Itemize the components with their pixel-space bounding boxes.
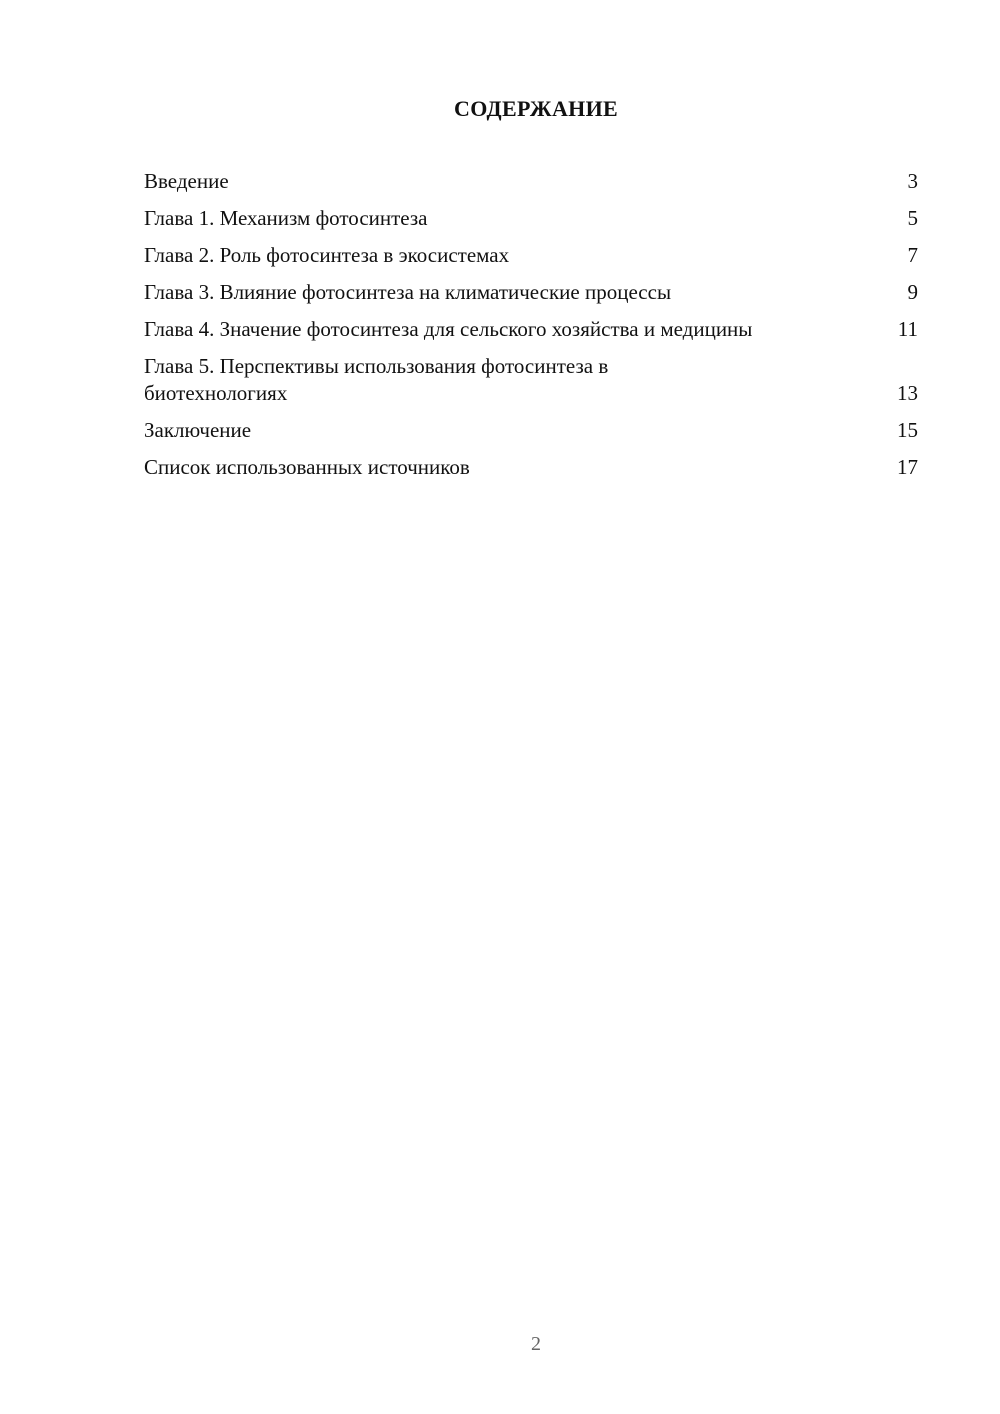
toc-entry-chapter-2 (144, 242, 918, 269)
toc-entry-page-number: 17 (897, 455, 918, 479)
toc-entry-page-number: 5 (907, 206, 918, 230)
toc-entry-references (144, 454, 918, 481)
toc-entry-label: Глава 3. Влияние фотосинтеза на климатические процессы (144, 280, 672, 304)
toc-entry-page-number: 15 (897, 418, 918, 442)
toc-entry-chapter-5 (144, 353, 918, 407)
page-title: СОДЕРЖАНИЕ (454, 96, 618, 121)
toc-entry-label: Глава 2. Роль фотосинтеза в экосистемах (144, 243, 510, 267)
toc-entry-introduction (144, 168, 918, 195)
toc-entry-conclusion (144, 417, 918, 444)
toc-entry-page-number: 13 (897, 381, 918, 405)
table-of-contents (144, 168, 918, 491)
toc-entry-chapter-1 (144, 205, 918, 232)
page-number: 2 (531, 1333, 541, 1355)
toc-entry-label: Глава 1. Механизм фотосинтеза (144, 206, 428, 230)
toc-entry-page-number: 11 (897, 317, 918, 341)
toc-entry-label: Глава 5. Перспективы использования фотосинтеза в биотехнологиях (144, 354, 609, 405)
toc-entry-chapter-3 (144, 279, 918, 306)
toc-entry-page-number: 9 (907, 280, 918, 304)
toc-entry-page-number: 7 (907, 243, 918, 267)
toc-entry-label: Введение (144, 169, 229, 193)
toc-entry-label: Глава 4. Значение фотосинтеза для сельского хозяйства и медицины (144, 317, 753, 341)
toc-entry-label: Заключение (144, 418, 252, 442)
toc-entry-label: Список использованных источников (144, 455, 470, 479)
toc-entry-chapter-4 (144, 316, 918, 343)
toc-entry-page-number: 3 (907, 169, 918, 193)
